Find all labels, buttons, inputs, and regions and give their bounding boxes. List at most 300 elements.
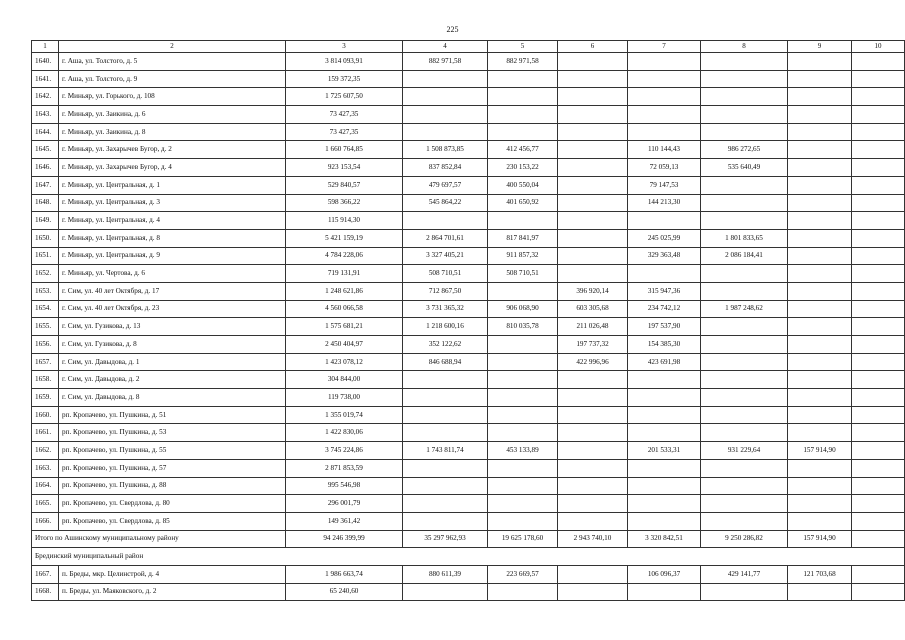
table-cell: 119 738,00 <box>286 389 403 407</box>
table-cell: 882 971,58 <box>488 53 558 71</box>
table-cell <box>788 88 852 106</box>
row-number-cell: 1647. <box>32 176 59 194</box>
table-cell: 535 640,49 <box>701 159 788 177</box>
column-header: 9 <box>788 41 852 53</box>
table-cell <box>403 106 488 124</box>
table-cell: 882 971,58 <box>403 53 488 71</box>
address-cell: г. Сим, ул. Давыдова, д. 8 <box>59 389 286 407</box>
table-cell: 911 857,32 <box>488 247 558 265</box>
address-cell: г. Миньяр, ул. Центральная, д. 8 <box>59 229 286 247</box>
total-value-cell: 2 943 740,10 <box>558 530 628 548</box>
table-cell: 603 305,68 <box>558 300 628 318</box>
table-cell: 995 546,98 <box>286 477 403 495</box>
table-cell <box>852 229 905 247</box>
table-cell <box>628 265 701 283</box>
address-cell: г. Сим, ул. Гузикова, д. 13 <box>59 318 286 336</box>
row-number-cell: 1643. <box>32 106 59 124</box>
table-cell <box>852 194 905 212</box>
address-cell: г. Миньяр, ул. Центральная, д. 4 <box>59 212 286 230</box>
table-cell <box>788 123 852 141</box>
table-cell <box>558 512 628 530</box>
table-row <box>32 336 905 354</box>
table-cell <box>488 123 558 141</box>
table-row <box>32 389 905 407</box>
row-number-cell: 1652. <box>32 265 59 283</box>
table-row <box>32 88 905 106</box>
table-cell <box>788 583 852 601</box>
table-cell <box>852 583 905 601</box>
table-cell <box>788 282 852 300</box>
table-cell: 401 650,92 <box>488 194 558 212</box>
table-cell <box>701 495 788 513</box>
table-row <box>32 565 905 583</box>
table-cell <box>852 406 905 424</box>
table-row <box>32 442 905 460</box>
table-cell <box>852 176 905 194</box>
table-row <box>32 459 905 477</box>
address-cell: рп. Кропачево, ул. Пушкина, д. 51 <box>59 406 286 424</box>
table-cell <box>488 583 558 601</box>
total-value-cell <box>852 530 905 548</box>
table-row <box>32 53 905 71</box>
address-cell: рп. Кропачево, ул. Пушкина, д. 55 <box>59 442 286 460</box>
table-cell <box>701 336 788 354</box>
table-row <box>32 229 905 247</box>
table-cell <box>628 53 701 71</box>
table-cell <box>558 53 628 71</box>
table-cell <box>403 88 488 106</box>
table-cell <box>558 442 628 460</box>
address-cell: рп. Кропачево, ул. Пушкина, д. 88 <box>59 477 286 495</box>
table-cell <box>403 477 488 495</box>
table-cell <box>488 459 558 477</box>
table-cell <box>628 583 701 601</box>
table-cell <box>488 353 558 371</box>
table-cell: 211 026,48 <box>558 318 628 336</box>
table-cell: 230 153,22 <box>488 159 558 177</box>
table-cell <box>788 371 852 389</box>
table-cell <box>701 282 788 300</box>
total-value-cell: 9 250 286,82 <box>701 530 788 548</box>
table-cell <box>558 459 628 477</box>
table-cell <box>852 389 905 407</box>
table-cell <box>701 318 788 336</box>
table-cell: 1 987 248,62 <box>701 300 788 318</box>
table-cell: 2 871 853,59 <box>286 459 403 477</box>
column-header: 1 <box>32 41 59 53</box>
table-cell <box>558 406 628 424</box>
table-cell <box>852 459 905 477</box>
table-cell: 106 096,37 <box>628 565 701 583</box>
table-cell <box>788 477 852 495</box>
table-cell: 115 914,30 <box>286 212 403 230</box>
table-cell <box>488 512 558 530</box>
table-cell <box>852 265 905 283</box>
table-cell: 197 737,32 <box>558 336 628 354</box>
column-header: 10 <box>852 41 905 53</box>
table-cell: 422 996,96 <box>558 353 628 371</box>
table-cell <box>788 176 852 194</box>
table-cell: 1 218 600,16 <box>403 318 488 336</box>
column-header: 3 <box>286 41 403 53</box>
row-number-cell: 1646. <box>32 159 59 177</box>
table-cell <box>788 318 852 336</box>
table-cell: 73 427,35 <box>286 106 403 124</box>
table-cell <box>701 106 788 124</box>
table-cell <box>488 424 558 442</box>
table-cell <box>701 459 788 477</box>
table-cell <box>558 583 628 601</box>
table-cell <box>852 477 905 495</box>
table-cell: 1 660 764,85 <box>286 141 403 159</box>
table-cell <box>558 265 628 283</box>
table-cell <box>701 212 788 230</box>
address-cell: п. Бреды, мкр. Целинстрой, д. 4 <box>59 565 286 583</box>
table-cell: 906 068,90 <box>488 300 558 318</box>
table-cell: 315 947,36 <box>628 282 701 300</box>
table-cell <box>788 495 852 513</box>
table-cell: 508 710,51 <box>403 265 488 283</box>
table-cell <box>488 406 558 424</box>
row-number-cell: 1660. <box>32 406 59 424</box>
table-row <box>32 159 905 177</box>
table-cell <box>558 247 628 265</box>
table-cell: 2 450 404,97 <box>286 336 403 354</box>
table-cell <box>788 424 852 442</box>
table-cell <box>628 477 701 495</box>
table-row <box>32 212 905 230</box>
table-cell <box>852 318 905 336</box>
table-row <box>32 371 905 389</box>
table-cell <box>852 336 905 354</box>
table-cell: 1 575 681,21 <box>286 318 403 336</box>
table-cell <box>852 512 905 530</box>
table-cell: 2 086 184,41 <box>701 247 788 265</box>
table-cell <box>852 282 905 300</box>
table-cell <box>788 229 852 247</box>
table-cell <box>558 495 628 513</box>
table-cell <box>701 512 788 530</box>
table-row <box>32 477 905 495</box>
table-cell: 412 456,77 <box>488 141 558 159</box>
data-table <box>31 40 905 601</box>
address-cell: г. Миньяр, ул. Захарычев Бугор, д. 4 <box>59 159 286 177</box>
table-cell <box>852 353 905 371</box>
row-number-cell: 1656. <box>32 336 59 354</box>
table-cell <box>701 70 788 88</box>
table-cell: 65 240,60 <box>286 583 403 601</box>
table-cell <box>788 194 852 212</box>
table-cell: 400 550,04 <box>488 176 558 194</box>
table-row <box>32 282 905 300</box>
table-row <box>32 265 905 283</box>
table-cell: 201 533,31 <box>628 442 701 460</box>
address-cell: г. Аша, ул. Толстого, д. 5 <box>59 53 286 71</box>
table-row <box>32 583 905 601</box>
row-number-cell: 1641. <box>32 70 59 88</box>
row-number-cell: 1664. <box>32 477 59 495</box>
address-cell: п. Бреды, ул. Маяковского, д. 2 <box>59 583 286 601</box>
table-cell: 810 035,78 <box>488 318 558 336</box>
row-number-cell: 1642. <box>32 88 59 106</box>
table-cell <box>701 176 788 194</box>
table-cell: 931 229,64 <box>701 442 788 460</box>
table-cell: 719 131,91 <box>286 265 403 283</box>
row-number-cell: 1666. <box>32 512 59 530</box>
table-cell: 5 421 159,19 <box>286 229 403 247</box>
table-cell: 1 248 621,86 <box>286 282 403 300</box>
row-number-cell: 1640. <box>32 53 59 71</box>
table-cell: 4 784 228,06 <box>286 247 403 265</box>
column-header: 2 <box>59 41 286 53</box>
table-cell <box>403 123 488 141</box>
table-cell: 3 327 405,21 <box>403 247 488 265</box>
table-cell <box>788 459 852 477</box>
row-number-cell: 1665. <box>32 495 59 513</box>
table-cell <box>403 512 488 530</box>
column-header: 4 <box>403 41 488 53</box>
total-value-cell: 35 297 962,93 <box>403 530 488 548</box>
table-cell <box>788 353 852 371</box>
table-cell: 712 867,50 <box>403 282 488 300</box>
table-cell <box>558 565 628 583</box>
table-cell <box>628 389 701 407</box>
table-cell <box>558 194 628 212</box>
row-number-cell: 1651. <box>32 247 59 265</box>
section-title: Брединский муниципальный район <box>32 548 905 566</box>
table-cell <box>403 424 488 442</box>
total-value-cell: 94 246 399,99 <box>286 530 403 548</box>
address-cell: г. Сим, ул. Давыдова, д. 1 <box>59 353 286 371</box>
table-cell <box>628 406 701 424</box>
table-cell <box>852 424 905 442</box>
table-cell: 304 844,00 <box>286 371 403 389</box>
table-cell <box>558 176 628 194</box>
table-cell <box>852 371 905 389</box>
table-cell <box>558 123 628 141</box>
table-row <box>32 106 905 124</box>
table-cell: 923 153,54 <box>286 159 403 177</box>
table-row <box>32 176 905 194</box>
table-cell <box>488 495 558 513</box>
table-cell <box>788 106 852 124</box>
table-cell <box>701 477 788 495</box>
table-cell: 1 743 811,74 <box>403 442 488 460</box>
table-cell: 1 801 833,65 <box>701 229 788 247</box>
table-row <box>32 70 905 88</box>
row-number-cell: 1658. <box>32 371 59 389</box>
table-row <box>32 406 905 424</box>
table-cell: 423 691,98 <box>628 353 701 371</box>
column-header: 6 <box>558 41 628 53</box>
table-cell <box>701 53 788 71</box>
address-cell: г. Миньяр, ул. Захарычев Бугор, д. 2 <box>59 141 286 159</box>
table-cell: 880 611,39 <box>403 565 488 583</box>
table-cell: 1 355 019,74 <box>286 406 403 424</box>
table-cell <box>701 389 788 407</box>
table-row <box>32 353 905 371</box>
address-cell: рп. Кропачево, ул. Пушкина, д. 57 <box>59 459 286 477</box>
table-cell: 245 025,99 <box>628 229 701 247</box>
table-cell: 1 986 663,74 <box>286 565 403 583</box>
table-cell: 296 001,79 <box>286 495 403 513</box>
table-cell: 453 133,89 <box>488 442 558 460</box>
header-row <box>32 41 905 53</box>
address-cell: г. Миньяр, ул. Центральная, д. 1 <box>59 176 286 194</box>
row-number-cell: 1657. <box>32 353 59 371</box>
table-cell <box>852 442 905 460</box>
table-cell <box>852 212 905 230</box>
table-cell <box>558 159 628 177</box>
row-number-cell: 1649. <box>32 212 59 230</box>
address-cell: г. Сим, ул. 40 лет Октября, д. 17 <box>59 282 286 300</box>
table-cell: 159 372,35 <box>286 70 403 88</box>
table-cell <box>852 495 905 513</box>
table-cell <box>628 212 701 230</box>
table-cell <box>852 53 905 71</box>
table-cell: 223 669,57 <box>488 565 558 583</box>
row-number-cell: 1644. <box>32 123 59 141</box>
table-cell <box>701 353 788 371</box>
table-cell <box>852 247 905 265</box>
total-label-cell: Итого по Ашинскому муниципальному району <box>32 530 286 548</box>
address-cell: рп. Кропачево, ул. Свердлова, д. 85 <box>59 512 286 530</box>
address-cell: рп. Кропачево, ул. Свердлова, д. 80 <box>59 495 286 513</box>
row-number-cell: 1650. <box>32 229 59 247</box>
table-cell <box>628 459 701 477</box>
table-cell: 149 361,42 <box>286 512 403 530</box>
address-cell: рп. Кропачево, ул. Пушкина, д. 53 <box>59 424 286 442</box>
table-cell: 329 363,48 <box>628 247 701 265</box>
table-cell <box>852 565 905 583</box>
table-cell: 1 725 607,50 <box>286 88 403 106</box>
table-cell <box>701 88 788 106</box>
table-cell <box>488 371 558 389</box>
page-number: 225 <box>446 25 459 34</box>
table-cell <box>852 106 905 124</box>
table-cell <box>788 406 852 424</box>
row-number-cell: 1659. <box>32 389 59 407</box>
table-cell <box>403 389 488 407</box>
table-row <box>32 141 905 159</box>
table-cell <box>701 424 788 442</box>
table-cell <box>788 53 852 71</box>
address-cell: г. Миньяр, ул. Центральная, д. 3 <box>59 194 286 212</box>
table-cell: 598 366,22 <box>286 194 403 212</box>
table-cell: 396 920,14 <box>558 282 628 300</box>
table-cell: 2 864 701,61 <box>403 229 488 247</box>
table-cell: 1 508 873,85 <box>403 141 488 159</box>
table-cell <box>701 123 788 141</box>
table-cell: 3 814 093,91 <box>286 53 403 71</box>
table-cell <box>558 88 628 106</box>
row-number-cell: 1645. <box>32 141 59 159</box>
table-cell <box>701 371 788 389</box>
table-cell: 234 742,12 <box>628 300 701 318</box>
table-cell <box>558 212 628 230</box>
table-cell <box>488 336 558 354</box>
table-cell: 197 537,90 <box>628 318 701 336</box>
table-cell <box>788 300 852 318</box>
table-cell <box>788 70 852 88</box>
table-cell: 429 141,77 <box>701 565 788 583</box>
table-cell <box>628 123 701 141</box>
table-cell <box>403 70 488 88</box>
table-cell <box>488 70 558 88</box>
table-row <box>32 424 905 442</box>
table-cell <box>701 265 788 283</box>
table-cell <box>852 123 905 141</box>
table-cell <box>852 159 905 177</box>
table-cell <box>852 70 905 88</box>
table-cell <box>488 389 558 407</box>
table-cell <box>558 371 628 389</box>
table-cell: 1 423 078,12 <box>286 353 403 371</box>
table-cell <box>628 88 701 106</box>
table-cell <box>788 159 852 177</box>
table-cell <box>788 336 852 354</box>
address-cell: г. Миньяр, ул. Горького, д. 108 <box>59 88 286 106</box>
row-number-cell: 1654. <box>32 300 59 318</box>
table-cell <box>788 212 852 230</box>
table-cell <box>628 106 701 124</box>
address-cell: г. Миньяр, ул. Чертова, д. 6 <box>59 265 286 283</box>
table-row <box>32 247 905 265</box>
row-number-cell: 1655. <box>32 318 59 336</box>
address-cell: г. Аша, ул. Толстого, д. 9 <box>59 70 286 88</box>
table-cell <box>558 477 628 495</box>
table-cell <box>788 247 852 265</box>
row-number-cell: 1663. <box>32 459 59 477</box>
table-cell <box>852 141 905 159</box>
table-row <box>32 495 905 513</box>
table-cell: 110 144,43 <box>628 141 701 159</box>
address-cell: г. Миньяр, ул. Центральная, д. 9 <box>59 247 286 265</box>
table-cell: 508 710,51 <box>488 265 558 283</box>
total-value-cell: 19 625 178,60 <box>488 530 558 548</box>
row-number-cell: 1653. <box>32 282 59 300</box>
table-cell <box>488 106 558 124</box>
table-cell: 1 422 830,06 <box>286 424 403 442</box>
table-cell <box>788 265 852 283</box>
address-cell: г. Сим, ул. 40 лет Октября, д. 23 <box>59 300 286 318</box>
row-number-cell: 1648. <box>32 194 59 212</box>
table-cell: 73 427,35 <box>286 123 403 141</box>
table-cell <box>788 512 852 530</box>
table-cell: 72 059,13 <box>628 159 701 177</box>
table-cell <box>488 212 558 230</box>
table-cell <box>488 88 558 106</box>
table-cell <box>628 70 701 88</box>
column-header: 8 <box>701 41 788 53</box>
total-row <box>32 530 905 548</box>
table-cell <box>488 282 558 300</box>
table-cell <box>788 389 852 407</box>
table-cell: 121 703,68 <box>788 565 852 583</box>
address-cell: г. Миньяр, ул. Заикина, д. 8 <box>59 123 286 141</box>
table-cell <box>403 371 488 389</box>
row-number-cell: 1662. <box>32 442 59 460</box>
table-cell <box>701 406 788 424</box>
table-cell: 352 122,62 <box>403 336 488 354</box>
table-cell: 144 213,30 <box>628 194 701 212</box>
table-row <box>32 194 905 212</box>
address-cell: г. Сим, ул. Гузикова, д. 8 <box>59 336 286 354</box>
table-cell: 846 688,94 <box>403 353 488 371</box>
table-cell <box>628 495 701 513</box>
table-cell <box>701 583 788 601</box>
table-cell <box>558 389 628 407</box>
